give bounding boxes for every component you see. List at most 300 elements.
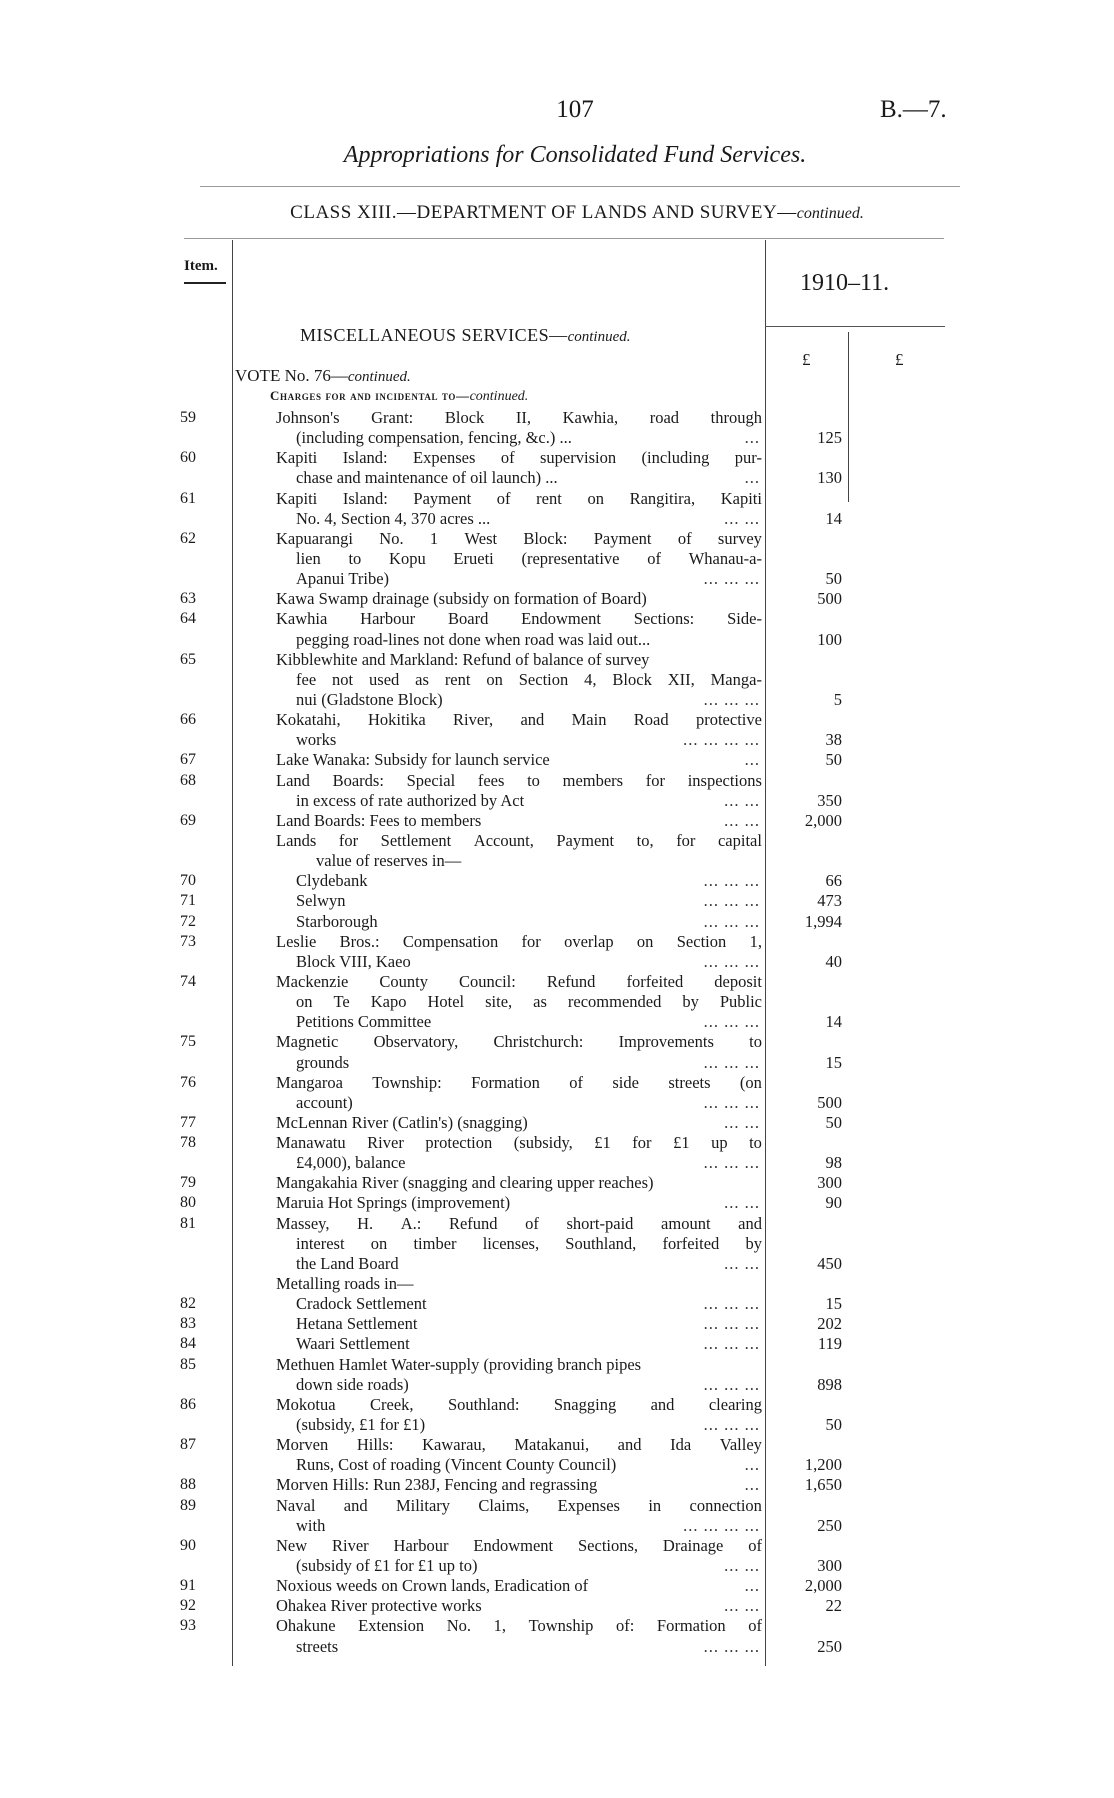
item-description [296,791,762,811]
description-word: up [711,1133,728,1153]
amount-value: 50 [825,1415,842,1435]
amount-value: 15 [825,1294,842,1314]
description-word: 1 [429,528,439,548]
description-word: Block: [523,528,568,548]
amount-value: 473 [817,891,842,911]
page-title: Appropriations for Consolidated Fund Services. [343,142,807,168]
leader-dots: ... ... ... ... [683,1515,760,1535]
description-word: County [379,971,428,991]
table-row [0,710,1114,730]
leader-dots: ... ... ... [703,891,760,911]
leader-dots [641,1355,762,1375]
description-word: by [745,1233,762,1253]
description-word: No. [446,1616,472,1636]
appropriation-entries [0,408,1114,1657]
leader-dots: ... ... ... [703,1294,760,1314]
currency-header-2: £ [895,350,904,369]
leader-dots: ... [744,1576,760,1596]
item-number: 59 [180,409,196,426]
item-number: 68 [180,771,196,789]
table-row [0,1334,1114,1354]
description-word: Formation [656,1616,726,1636]
description-word: Drainage [662,1535,724,1555]
description-word: and [520,710,545,730]
description-word: Refund [546,971,596,991]
amount-value: 2,000 [804,1576,842,1596]
item-description [276,1435,762,1455]
item-number: 63 [180,590,196,608]
description-word: recommended [567,992,662,1012]
description-word: Kopu [389,548,426,568]
description-word: Council: [459,971,516,991]
description-word: Bros.: [339,931,380,951]
item-description [296,1153,762,1173]
description-word: Rangitira, [629,488,696,508]
description-word: as [533,992,547,1012]
description-word: of [748,1535,762,1555]
description-word: on [486,669,503,689]
table-row [0,1314,1114,1334]
description-word: members [562,770,624,790]
item-number: 87 [180,1436,196,1454]
item-description [296,1093,762,1113]
item-description [296,670,762,690]
table-row [0,1435,1114,1455]
table-row [0,489,1114,509]
description-text: No. 4, Section 4, 370 acres ... [296,508,491,528]
description-word: of [748,1616,762,1636]
description-word: deposit [714,971,762,991]
item-description [276,609,762,629]
item-number: 80 [180,1194,196,1212]
description-word: fees [477,770,505,790]
item-number: 88 [180,1476,196,1494]
item-number: 71 [180,892,196,910]
item-description [296,1516,762,1536]
description-word: A.: [400,1213,422,1233]
amount-value: 15 [825,1052,842,1072]
leader-dots: ... ... [724,1193,760,1213]
item-description [296,690,762,710]
description-text [296,992,762,1012]
description-word: Main [571,710,607,730]
amount-value: 38 [825,730,842,750]
description-word: (subsidy, [513,1133,573,1153]
item-description [296,952,762,972]
description-word: Harbour [393,1535,449,1555]
leader-dots: ... [744,1455,760,1475]
amount-value: 350 [817,790,842,810]
description-word: Hills: [356,1435,394,1455]
table-row [0,1516,1114,1536]
description-text: Kibblewhite and Markland: Refund of balance of survey [276,649,650,669]
item-description [276,1496,762,1516]
item-description [276,589,762,609]
item-number: 85 [180,1355,196,1373]
description-word: II, [515,408,532,427]
description-word: Board [448,609,489,629]
item-description [296,891,762,911]
item-description [296,1637,762,1657]
table-row [0,1012,1114,1032]
table-row [0,630,1114,650]
description-word: Township: [372,1072,442,1092]
table-row [0,650,1114,670]
leader-dots: ... ... ... [703,1334,760,1354]
description-text: Apanui Tribe) [296,569,390,589]
description-text [276,1133,762,1153]
table-row [0,1133,1114,1153]
table-row [0,589,1114,609]
description-text [276,489,762,509]
item-number: 81 [180,1214,196,1232]
description-word: £1 [594,1133,611,1153]
document-reference: B.—7. [880,96,947,123]
description-word: West [464,528,498,548]
item-description [296,1053,762,1073]
item-number: 92 [180,1597,196,1615]
description-word: Magnetic [276,1032,339,1052]
amount-value: 500 [817,1092,842,1112]
item-description [276,1616,762,1636]
description-word: of [647,548,661,568]
item-number: 67 [180,751,196,769]
leader-dots: ... [744,428,760,448]
description-word: Section [676,931,727,951]
leader-dots: ... ... [724,1112,760,1132]
item-description [296,1254,762,1274]
description-text [296,670,762,690]
description-word: No. [379,528,404,548]
description-word: survey [717,528,762,548]
description-word: Land [276,770,310,790]
description-word: fee [296,669,317,689]
description-text: £4,000), balance [296,1153,406,1173]
item-description [276,489,762,509]
item-description [276,408,762,428]
item-number: 83 [180,1315,196,1333]
description-word: of [496,488,511,508]
description-word: for [645,770,666,790]
leader-dots: ... ... ... [703,951,760,971]
table-row [0,932,1114,952]
description-text: (subsidy, £1 for £1) [296,1415,426,1435]
table-row [0,569,1114,589]
item-number: 84 [180,1335,196,1353]
item-description [296,912,762,932]
description-word: capital [717,830,762,850]
leader-dots [650,630,762,650]
description-text: in excess of rate authorized by Act [296,790,525,810]
item-description [276,1113,762,1133]
amount-value: 14 [825,1012,842,1032]
description-word: Morven [276,1435,329,1455]
description-word: Harbour [360,609,416,629]
description-text: with [296,1515,326,1535]
description-text [276,1496,762,1516]
description-word: clearing [708,1394,762,1414]
item-number: 86 [180,1395,196,1413]
description-word: Township [528,1616,594,1636]
leader-dots [413,1274,762,1294]
description-word: Payment [593,528,652,548]
description-word: Payment [556,830,615,850]
description-word: Compensation [402,931,499,951]
leader-dots: ... ... ... [703,569,760,589]
item-description [276,1193,762,1213]
description-word: Mokotua [276,1394,336,1414]
item-number: 66 [180,711,196,729]
item-description [296,730,762,750]
table-row [0,1073,1114,1093]
table-row [0,1032,1114,1052]
item-description [296,1234,762,1254]
table-row [0,1395,1114,1415]
description-word: site, [485,992,513,1012]
description-word: to [527,770,540,790]
description-word: H. [357,1213,374,1233]
table-row [0,972,1114,992]
description-text [296,1234,762,1254]
description-text [276,609,762,629]
table-row [0,1536,1114,1556]
table-row [0,1294,1114,1314]
item-header-rule [184,282,226,284]
table-row [0,730,1114,750]
description-word: on [370,1233,388,1253]
description-text: grounds [296,1052,350,1072]
description-word: to [348,548,362,568]
description-text [276,1435,762,1455]
description-text [276,1032,762,1052]
description-text: Cradock Settlement [296,1294,427,1314]
description-word: Kapuarangi [276,528,353,548]
description-word: XII, [667,669,695,689]
description-word: Kawhia [276,609,328,629]
description-word: Grant: [371,408,414,427]
description-word: (on [739,1072,762,1092]
description-word: Te [333,992,350,1012]
vote-suffix: continued. [347,369,411,385]
amount-value: 250 [817,1515,842,1535]
description-word: in [648,1495,662,1515]
amount-value: 50 [825,1112,842,1132]
item-description [296,1375,762,1395]
charges-heading [270,388,528,405]
leader-dots: ... ... [724,790,760,810]
section-title: MISCELLANEOUS SERVICES— [300,325,568,345]
table-row [0,609,1114,629]
description-text: Morven Hills: Run 238J, Fencing and regrassing [276,1475,598,1495]
table-row [0,1053,1114,1073]
leader-dots: ... ... ... [703,1012,760,1032]
charges-suffix: continued. [469,389,529,404]
description-word: Manawatu [276,1133,346,1153]
description-word: Road [633,710,669,730]
leader-dots: ... ... ... [703,1314,760,1334]
leader-dots: ... ... [724,1253,760,1273]
item-column-header: Item. [184,258,218,274]
table-row [0,1153,1114,1173]
table-top-rule [184,238,944,239]
description-word: by [682,992,699,1012]
table-row [0,428,1114,448]
description-word: supervision [540,448,617,468]
description-word: Kapiti [276,488,318,508]
item-number: 76 [180,1073,196,1091]
item-number: 75 [180,1033,196,1051]
amount-value: 300 [817,1173,842,1193]
item-description [276,811,762,831]
amount-value: 90 [825,1193,842,1213]
description-text [276,1536,762,1556]
leader-dots: ... ... [724,1596,760,1616]
description-text [276,1395,762,1415]
description-text: nui (Gladstone Block) [296,689,443,709]
section-suffix: continued. [567,329,631,345]
description-word: and [650,1394,675,1414]
item-description [296,428,762,448]
table-row [0,811,1114,831]
description-word: Special [406,770,456,790]
description-word: Section [518,669,569,689]
description-word: Observatory, [373,1032,459,1052]
description-word: on [636,931,654,951]
description-word: road [649,408,680,427]
table-row [0,851,1114,871]
vote-heading [235,366,411,386]
description-word: Kapiti [276,448,318,468]
item-description [276,1475,762,1495]
description-word: River [332,1535,369,1555]
description-word: Side- [727,609,762,629]
description-text: (subsidy of £1 for £1 up to) [296,1556,478,1576]
table-row [0,1254,1114,1274]
description-text [296,549,762,569]
description-word: 4, [584,669,597,689]
leader-dots [649,650,762,670]
description-text: Lake Wanaka: Subsidy for launch service [276,750,550,770]
table-row [0,448,1114,468]
description-word: Refund [448,1213,498,1233]
item-description [276,831,762,851]
table-row [0,912,1114,932]
item-number: 78 [180,1134,196,1152]
leader-dots: ... ... [724,810,760,830]
leader-dots: ... [744,468,760,488]
item-number: 73 [180,932,196,950]
description-text: Starborough [296,911,378,931]
item-description [296,1012,762,1032]
description-word: to, [636,830,654,850]
description-word: for [338,830,359,850]
item-number: 64 [180,610,196,628]
item-description [296,992,762,1012]
leader-dots: ... [744,750,760,770]
page-number: 107 [556,96,594,123]
table-row [0,529,1114,549]
item-description [276,1073,762,1093]
table-row [0,1455,1114,1475]
table-row [0,1496,1114,1516]
description-word: to [749,1133,762,1153]
description-word: (representative [521,548,620,568]
description-text: Ohakea River protective works [276,1596,482,1616]
amount-value: 130 [817,468,842,488]
leader-dots: ... ... ... [703,1374,760,1394]
table-row [0,1214,1114,1234]
amount-value: 119 [817,1334,842,1354]
amount-value: 1,994 [804,911,842,931]
item-number: 61 [180,489,196,507]
table-row [0,952,1114,972]
item-number: 77 [180,1113,196,1131]
item-description [276,1032,762,1052]
table-row [0,791,1114,811]
description-text: Methuen Hamlet Water-supply (providing branch pipes [276,1354,642,1374]
item-description [296,468,762,488]
description-word: forfeited [626,971,684,991]
table-row [0,1113,1114,1133]
item-number: 60 [180,449,196,467]
table-row [0,1173,1114,1193]
table-row [0,1093,1114,1113]
description-word: River, [453,710,494,730]
description-word: through [710,408,762,427]
description-text: works [296,730,337,750]
description-word: rent [536,488,562,508]
description-word: Mackenzie [276,971,349,991]
item-description [296,1455,762,1475]
description-word: Mangaroa [276,1072,343,1092]
description-word: Sections: [633,609,695,629]
description-word: forfeited [662,1233,720,1253]
item-description [276,1395,762,1415]
leader-dots: ... ... ... [703,1636,760,1656]
item-description [276,1596,762,1616]
item-description [296,1556,762,1576]
amount-value: 22 [825,1596,842,1616]
leader-dots: ... [744,1475,760,1495]
amount-value: 125 [817,428,842,448]
item-description [296,1314,762,1334]
item-number: 91 [180,1577,196,1595]
description-text: Metalling roads in— [276,1274,414,1294]
item-description [296,509,762,529]
table-row [0,549,1114,569]
description-text [276,529,762,549]
description-word: connection [689,1495,762,1515]
description-word: and [343,1495,368,1515]
description-text: Land Boards: Fees to members [276,810,482,830]
description-word: Ohakune [276,1616,336,1636]
description-word: Whanau-a- [688,548,762,568]
table-row [0,771,1114,791]
description-word: amount [661,1213,711,1233]
description-word: Christchurch: [493,1032,584,1052]
item-number: 90 [180,1536,196,1554]
description-word: Kawarau, [422,1435,486,1455]
description-word: Formation [471,1072,540,1092]
item-description [276,1274,762,1294]
table-row [0,690,1114,710]
description-word: Massey, [276,1213,330,1233]
description-word: Kokatahi, [276,710,341,730]
description-word: Improvements [618,1032,714,1052]
description-word: Public [719,992,762,1012]
description-word: Endowment [521,609,601,629]
item-description [296,569,762,589]
